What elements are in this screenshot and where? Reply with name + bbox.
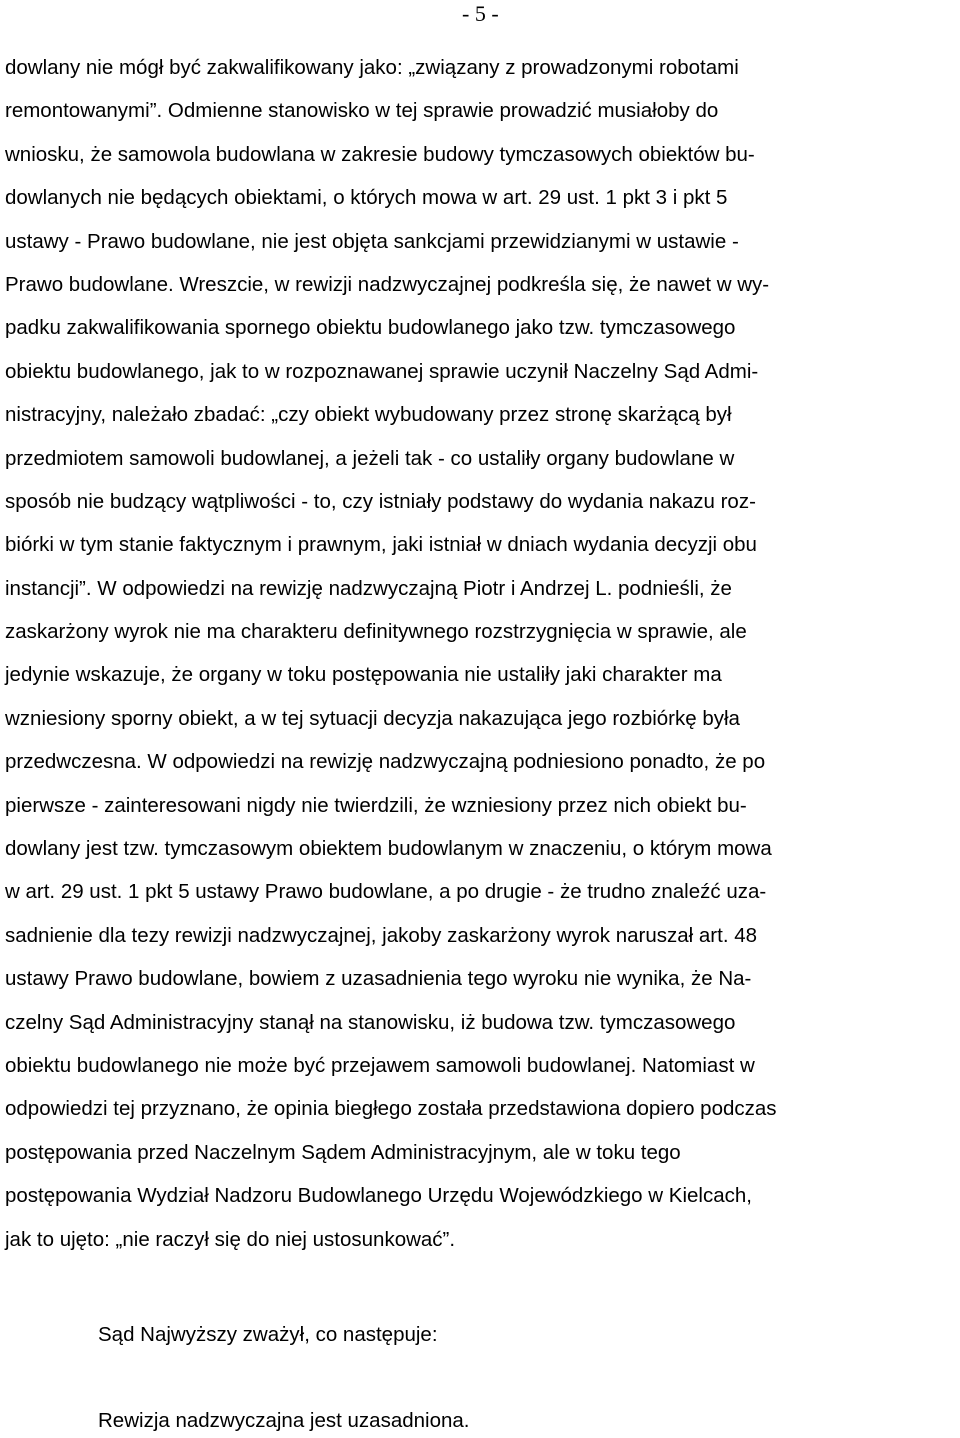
text-line: biórki w tym stanie faktycznym i prawnym, jaki istniał w dniach wydania decyzji obu — [5, 533, 757, 557]
text-line: przedwczesna. W odpowiedzi na rewizję nadzwyczajną podniesiono ponadto, że po — [5, 750, 766, 774]
text-line: jak to ujęto: „nie raczył się do niej ustosunkować”. — [5, 1227, 456, 1251]
closing-heading: Sąd Najwyższy zważył, co następuje: — [98, 1323, 438, 1346]
body-paragraph — [5, 46, 960, 1261]
text-line: ustawy Prawo budowlane, bowiem z uzasadnienia tego wyroku nie wynika, że Na- — [5, 967, 752, 991]
text-line: pierwsze - zainteresowani nigdy nie twierdzili, że wzniesiony przez nich obiekt bu- — [5, 793, 747, 817]
text-line: remontowanymi”. Odmienne stanowisko w tej sprawie prowadzić musiałoby do — [5, 99, 719, 123]
text-line: wzniesiony sporny obiekt, a w tej sytuacji decyzja nakazująca jego rozbiórkę była — [5, 706, 740, 730]
text-line: sadnienie dla tezy rewizji nadzwyczajnej, jakoby zaskarżony wyrok naruszał art. 48 — [5, 923, 758, 947]
text-line: czelny Sąd Administracyjny stanął na stanowisku, iż budowa tzw. tymczasowego — [5, 1010, 736, 1034]
text-line: obiektu budowlanego, jak to w rozpoznawanej sprawie uczynił Naczelny Sąd Admi- — [5, 359, 759, 383]
closing-statement: Rewizja nadzwyczajna jest uzasadniona. — [98, 1409, 470, 1432]
text-line: zaskarżony wyrok nie ma charakteru definitywnego rozstrzygnięcia w sprawie, ale — [5, 620, 747, 644]
page-number: - 5 - — [462, 1, 499, 26]
text-line: ustawy - Prawo budowlane, nie jest objęta sankcjami przewidzianymi w ustawie - — [5, 229, 739, 253]
text-line: nistracyjny, należało zbadać: „czy obiekt wybudowany przez stronę skarżącą był — [5, 403, 732, 427]
text-line: przedmiotem samowoli budowlanej, a jeżeli tak - co ustaliły organy budowlane w — [5, 446, 735, 470]
text-line: Prawo budowlane. Wreszcie, w rewizji nadzwyczajnej podkreśla się, że nawet w wy- — [5, 272, 770, 296]
text-line: dowlany jest tzw. tymczasowym obiektem budowlanym w znaczeniu, o którym mowa — [5, 837, 772, 861]
text-line: odpowiedzi tej przyznano, że opinia biegłego została przedstawiona dopiero podczas — [5, 1097, 777, 1121]
text-line: padku zakwalifikowania spornego obiektu budowlanego jako tzw. tymczasowego — [5, 316, 736, 340]
text-line: jedynie wskazuje, że organy w toku postępowania nie ustaliły jaki charakter ma — [5, 663, 722, 687]
text-line: postępowania Wydział Nadzoru Budowlanego Urzędu Wojewódzkiego w Kielcach, — [5, 1184, 752, 1208]
text-line: dowlany nie mógł być zakwalifikowany jako: „związany z prowadzonymi robotami — [5, 56, 739, 79]
text-line: wniosku, że samowola budowlana w zakresie budowy tymczasowych obiektów bu- — [5, 142, 755, 166]
text-line: w art. 29 ust. 1 pkt 5 ustawy Prawo budowlane, a po drugie - że trudno znaleźć uza- — [5, 880, 767, 904]
text-line: obiektu budowlanego nie może być przejawem samowoli budowlanej. Natomiast w — [5, 1053, 755, 1077]
text-line: instancji”. W odpowiedzi na rewizję nadzwyczajną Piotr i Andrzej L. podnieśli, że — [5, 576, 732, 600]
text-line: dowlanych nie będących obiektami, o których mowa w art. 29 ust. 1 pkt 3 i pkt 5 — [5, 186, 728, 210]
text-line: sposób nie budzący wątpliwości - to, czy istniały podstawy do wydania nakazu roz- — [5, 489, 756, 513]
text-line: postępowania przed Naczelnym Sądem Administracyjnym, ale w toku tego — [5, 1140, 681, 1164]
